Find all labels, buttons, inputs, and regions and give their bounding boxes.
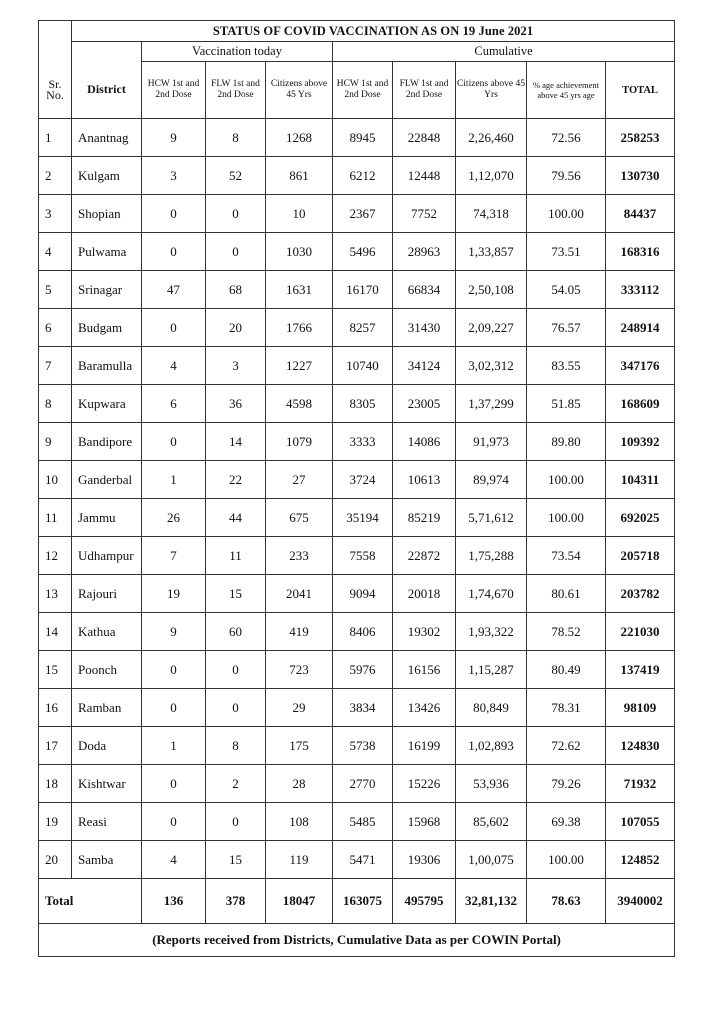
totals-flw-today: 378 xyxy=(206,879,266,924)
row-flw-cumulative: 66834 xyxy=(393,271,456,309)
row-flw-today: 8 xyxy=(206,119,266,157)
row-flw-cumulative: 16156 xyxy=(393,651,456,689)
row-hcw-cumulative: 5738 xyxy=(333,727,393,765)
row-sr-no: 1 xyxy=(39,119,72,157)
header-pct-achievement: % age achievement above 45 yrs age xyxy=(527,62,606,119)
row-pct-achievement: 100.00 xyxy=(527,195,606,233)
row-citizens-today: 861 xyxy=(266,157,333,195)
row-citizens-cumulative: 1,33,857 xyxy=(456,233,527,271)
row-sr-no: 5 xyxy=(39,271,72,309)
table-title: STATUS OF COVID VACCINATION AS ON 19 June 2021 xyxy=(72,21,675,42)
row-citizens-cumulative: 2,09,227 xyxy=(456,309,527,347)
row-total: 130730 xyxy=(606,157,675,195)
row-sr-no: 19 xyxy=(39,803,72,841)
row-hcw-cumulative: 8305 xyxy=(333,385,393,423)
table-row xyxy=(39,385,675,423)
row-citizens-cumulative: 74,318 xyxy=(456,195,527,233)
row-flw-cumulative: 28963 xyxy=(393,233,456,271)
row-hcw-cumulative: 10740 xyxy=(333,347,393,385)
row-sr-no: 11 xyxy=(39,499,72,537)
row-flw-today: 0 xyxy=(206,651,266,689)
row-hcw-today: 0 xyxy=(142,803,206,841)
row-citizens-cumulative: 1,93,322 xyxy=(456,613,527,651)
row-pct-achievement: 100.00 xyxy=(527,461,606,499)
row-total: 168316 xyxy=(606,233,675,271)
header-citizens-today: Citizens above 45 Yrs xyxy=(266,62,333,119)
row-citizens-today: 233 xyxy=(266,537,333,575)
row-hcw-today: 0 xyxy=(142,233,206,271)
row-hcw-cumulative: 7558 xyxy=(333,537,393,575)
row-district: Shopian xyxy=(72,195,142,233)
row-sr-no: 7 xyxy=(39,347,72,385)
row-citizens-cumulative: 5,71,612 xyxy=(456,499,527,537)
row-flw-today: 68 xyxy=(206,271,266,309)
row-hcw-today: 0 xyxy=(142,309,206,347)
row-district: Rajouri xyxy=(72,575,142,613)
row-hcw-today: 4 xyxy=(142,841,206,879)
row-flw-today: 0 xyxy=(206,233,266,271)
row-district: Anantnag xyxy=(72,119,142,157)
row-hcw-today: 4 xyxy=(142,347,206,385)
row-hcw-today: 19 xyxy=(142,575,206,613)
row-hcw-cumulative: 6212 xyxy=(333,157,393,195)
row-hcw-cumulative: 5485 xyxy=(333,803,393,841)
row-hcw-today: 9 xyxy=(142,119,206,157)
row-flw-cumulative: 16199 xyxy=(393,727,456,765)
row-district: Doda xyxy=(72,727,142,765)
row-citizens-cumulative: 3,02,312 xyxy=(456,347,527,385)
row-total: 333112 xyxy=(606,271,675,309)
row-flw-cumulative: 85219 xyxy=(393,499,456,537)
row-citizens-cumulative: 1,37,299 xyxy=(456,385,527,423)
header-flw-today: FLW 1st and 2nd Dose xyxy=(206,62,266,119)
row-district: Pulwama xyxy=(72,233,142,271)
table-row xyxy=(39,689,675,727)
row-total: 203782 xyxy=(606,575,675,613)
table-row xyxy=(39,803,675,841)
table-row xyxy=(39,727,675,765)
row-citizens-today: 4598 xyxy=(266,385,333,423)
row-hcw-cumulative: 2770 xyxy=(333,765,393,803)
row-district: Ganderbal xyxy=(72,461,142,499)
row-district: Kupwara xyxy=(72,385,142,423)
header-hcw-cumulative: HCW 1st and 2nd Dose xyxy=(333,62,393,119)
row-pct-achievement: 83.55 xyxy=(527,347,606,385)
totals-flw-cumulative: 495795 xyxy=(393,879,456,924)
table-row xyxy=(39,841,675,879)
table-row xyxy=(39,537,675,575)
row-flw-cumulative: 13426 xyxy=(393,689,456,727)
row-total: 109392 xyxy=(606,423,675,461)
row-hcw-cumulative: 8257 xyxy=(333,309,393,347)
row-flw-cumulative: 23005 xyxy=(393,385,456,423)
row-hcw-cumulative: 35194 xyxy=(333,499,393,537)
row-citizens-today: 27 xyxy=(266,461,333,499)
row-citizens-today: 2041 xyxy=(266,575,333,613)
header-sr-no: Sr. No. xyxy=(39,62,72,119)
row-pct-achievement: 79.26 xyxy=(527,765,606,803)
table-row xyxy=(39,233,675,271)
row-citizens-cumulative: 1,02,893 xyxy=(456,727,527,765)
table-row xyxy=(39,309,675,347)
district-rows xyxy=(39,119,675,879)
row-flw-cumulative: 12448 xyxy=(393,157,456,195)
row-citizens-today: 108 xyxy=(266,803,333,841)
row-pct-achievement: 89.80 xyxy=(527,423,606,461)
row-district: Srinagar xyxy=(72,271,142,309)
row-flw-cumulative: 15968 xyxy=(393,803,456,841)
row-total: 124830 xyxy=(606,727,675,765)
totals-citizens-cumulative: 32,81,132 xyxy=(456,879,527,924)
group-spacer xyxy=(39,42,72,62)
row-district: Samba xyxy=(72,841,142,879)
row-hcw-today: 6 xyxy=(142,385,206,423)
row-sr-no: 18 xyxy=(39,765,72,803)
totals-hcw-cumulative: 163075 xyxy=(333,879,393,924)
table-row xyxy=(39,499,675,537)
row-sr-no: 9 xyxy=(39,423,72,461)
totals-label: Total xyxy=(39,879,142,924)
row-total: 248914 xyxy=(606,309,675,347)
row-hcw-today: 0 xyxy=(142,651,206,689)
row-pct-achievement: 69.38 xyxy=(527,803,606,841)
row-pct-achievement: 79.56 xyxy=(527,157,606,195)
row-sr-no: 4 xyxy=(39,233,72,271)
row-citizens-today: 29 xyxy=(266,689,333,727)
row-flw-today: 52 xyxy=(206,157,266,195)
row-citizens-cumulative: 2,50,108 xyxy=(456,271,527,309)
row-citizens-today: 1268 xyxy=(266,119,333,157)
row-flw-cumulative: 14086 xyxy=(393,423,456,461)
row-flw-cumulative: 22872 xyxy=(393,537,456,575)
row-hcw-cumulative: 8945 xyxy=(333,119,393,157)
table-row xyxy=(39,119,675,157)
header-hcw-today: HCW 1st and 2nd Dose xyxy=(142,62,206,119)
row-total: 205718 xyxy=(606,537,675,575)
totals-hcw-today: 136 xyxy=(142,879,206,924)
row-pct-achievement: 100.00 xyxy=(527,499,606,537)
row-pct-achievement: 72.62 xyxy=(527,727,606,765)
table-row xyxy=(39,575,675,613)
table-row xyxy=(39,195,675,233)
row-flw-today: 0 xyxy=(206,803,266,841)
row-district: Bandipore xyxy=(72,423,142,461)
row-district: Baramulla xyxy=(72,347,142,385)
row-total: 98109 xyxy=(606,689,675,727)
row-hcw-today: 9 xyxy=(142,613,206,651)
row-citizens-cumulative: 1,75,288 xyxy=(456,537,527,575)
row-sr-no: 14 xyxy=(39,613,72,651)
row-citizens-cumulative: 1,00,075 xyxy=(456,841,527,879)
row-flw-today: 22 xyxy=(206,461,266,499)
row-total: 347176 xyxy=(606,347,675,385)
row-hcw-today: 1 xyxy=(142,727,206,765)
row-hcw-today: 0 xyxy=(142,195,206,233)
vaccination-status-table xyxy=(38,20,675,957)
row-citizens-cumulative: 89,974 xyxy=(456,461,527,499)
row-pct-achievement: 51.85 xyxy=(527,385,606,423)
row-flw-today: 44 xyxy=(206,499,266,537)
row-total: 692025 xyxy=(606,499,675,537)
row-hcw-cumulative: 5976 xyxy=(333,651,393,689)
row-flw-today: 20 xyxy=(206,309,266,347)
row-district: Kulgam xyxy=(72,157,142,195)
row-flw-cumulative: 34124 xyxy=(393,347,456,385)
row-sr-no: 3 xyxy=(39,195,72,233)
row-flw-cumulative: 7752 xyxy=(393,195,456,233)
row-hcw-today: 0 xyxy=(142,765,206,803)
group-cumulative: Cumulative xyxy=(333,42,675,62)
table-row xyxy=(39,651,675,689)
row-hcw-today: 0 xyxy=(142,423,206,461)
row-pct-achievement: 72.56 xyxy=(527,119,606,157)
row-hcw-today: 26 xyxy=(142,499,206,537)
table-row xyxy=(39,271,675,309)
row-citizens-today: 419 xyxy=(266,613,333,651)
group-spacer-district xyxy=(72,42,142,62)
table-row xyxy=(39,613,675,651)
row-total: 168609 xyxy=(606,385,675,423)
row-pct-achievement: 78.31 xyxy=(527,689,606,727)
row-hcw-today: 1 xyxy=(142,461,206,499)
row-citizens-today: 1030 xyxy=(266,233,333,271)
row-hcw-cumulative: 5471 xyxy=(333,841,393,879)
row-citizens-cumulative: 53,936 xyxy=(456,765,527,803)
row-citizens-today: 1079 xyxy=(266,423,333,461)
row-sr-no: 17 xyxy=(39,727,72,765)
row-citizens-today: 1766 xyxy=(266,309,333,347)
group-vaccination-today: Vaccination today xyxy=(142,42,333,62)
totals-pct: 78.63 xyxy=(527,879,606,924)
row-flw-cumulative: 19302 xyxy=(393,613,456,651)
row-flw-today: 3 xyxy=(206,347,266,385)
row-sr-no: 12 xyxy=(39,537,72,575)
row-citizens-today: 10 xyxy=(266,195,333,233)
row-district: Kathua xyxy=(72,613,142,651)
row-flw-today: 11 xyxy=(206,537,266,575)
row-flw-cumulative: 22848 xyxy=(393,119,456,157)
row-total: 84437 xyxy=(606,195,675,233)
row-hcw-cumulative: 5496 xyxy=(333,233,393,271)
row-total: 71932 xyxy=(606,765,675,803)
table-row xyxy=(39,461,675,499)
row-sr-no: 10 xyxy=(39,461,72,499)
header-total: TOTAL xyxy=(606,62,675,119)
row-total: 137419 xyxy=(606,651,675,689)
row-hcw-today: 47 xyxy=(142,271,206,309)
table-row xyxy=(39,347,675,385)
row-sr-no: 16 xyxy=(39,689,72,727)
row-pct-achievement: 80.61 xyxy=(527,575,606,613)
row-sr-no: 20 xyxy=(39,841,72,879)
row-flw-cumulative: 31430 xyxy=(393,309,456,347)
row-district: Reasi xyxy=(72,803,142,841)
row-flw-today: 0 xyxy=(206,689,266,727)
row-citizens-today: 119 xyxy=(266,841,333,879)
row-flw-cumulative: 15226 xyxy=(393,765,456,803)
row-hcw-today: 0 xyxy=(142,689,206,727)
row-citizens-today: 1227 xyxy=(266,347,333,385)
row-citizens-cumulative: 91,973 xyxy=(456,423,527,461)
row-district: Budgam xyxy=(72,309,142,347)
row-pct-achievement: 73.54 xyxy=(527,537,606,575)
row-citizens-cumulative: 80,849 xyxy=(456,689,527,727)
row-total: 258253 xyxy=(606,119,675,157)
row-flw-cumulative: 20018 xyxy=(393,575,456,613)
row-total: 104311 xyxy=(606,461,675,499)
title-spacer xyxy=(39,21,72,42)
header-citizens-cumulative: Citizens above 45 Yrs xyxy=(456,62,527,119)
row-hcw-today: 7 xyxy=(142,537,206,575)
totals-citizens-today: 18047 xyxy=(266,879,333,924)
row-district: Poonch xyxy=(72,651,142,689)
row-total: 221030 xyxy=(606,613,675,651)
row-flw-today: 2 xyxy=(206,765,266,803)
table-row xyxy=(39,157,675,195)
row-citizens-cumulative: 1,15,287 xyxy=(456,651,527,689)
row-hcw-cumulative: 16170 xyxy=(333,271,393,309)
row-pct-achievement: 78.52 xyxy=(527,613,606,651)
row-flw-cumulative: 10613 xyxy=(393,461,456,499)
row-district: Udhampur xyxy=(72,537,142,575)
row-hcw-cumulative: 8406 xyxy=(333,613,393,651)
row-district: Jammu xyxy=(72,499,142,537)
row-district: Kishtwar xyxy=(72,765,142,803)
header-flw-cumulative: FLW 1st and 2nd Dose xyxy=(393,62,456,119)
row-flw-today: 60 xyxy=(206,613,266,651)
row-sr-no: 15 xyxy=(39,651,72,689)
row-hcw-cumulative: 9094 xyxy=(333,575,393,613)
row-citizens-cumulative: 1,74,670 xyxy=(456,575,527,613)
row-citizens-today: 723 xyxy=(266,651,333,689)
row-district: Ramban xyxy=(72,689,142,727)
row-flw-today: 14 xyxy=(206,423,266,461)
row-pct-achievement: 100.00 xyxy=(527,841,606,879)
totals-grand-total: 3940002 xyxy=(606,879,675,924)
row-pct-achievement: 76.57 xyxy=(527,309,606,347)
row-sr-no: 6 xyxy=(39,309,72,347)
row-flw-today: 15 xyxy=(206,841,266,879)
totals-row xyxy=(39,879,675,924)
table-row xyxy=(39,423,675,461)
row-sr-no: 8 xyxy=(39,385,72,423)
footer-note: (Reports received from Districts, Cumulative Data as per COWIN Portal) xyxy=(39,924,675,957)
row-citizens-today: 1631 xyxy=(266,271,333,309)
row-flw-cumulative: 19306 xyxy=(393,841,456,879)
row-citizens-cumulative: 85,602 xyxy=(456,803,527,841)
row-citizens-today: 28 xyxy=(266,765,333,803)
row-hcw-cumulative: 2367 xyxy=(333,195,393,233)
row-citizens-cumulative: 2,26,460 xyxy=(456,119,527,157)
row-flw-today: 36 xyxy=(206,385,266,423)
row-flw-today: 8 xyxy=(206,727,266,765)
row-citizens-today: 675 xyxy=(266,499,333,537)
table-row xyxy=(39,765,675,803)
row-sr-no: 2 xyxy=(39,157,72,195)
row-sr-no: 13 xyxy=(39,575,72,613)
row-flw-today: 0 xyxy=(206,195,266,233)
row-hcw-cumulative: 3333 xyxy=(333,423,393,461)
row-hcw-cumulative: 3834 xyxy=(333,689,393,727)
row-pct-achievement: 73.51 xyxy=(527,233,606,271)
row-pct-achievement: 80.49 xyxy=(527,651,606,689)
header-district: District xyxy=(72,62,142,119)
row-total: 124852 xyxy=(606,841,675,879)
row-hcw-cumulative: 3724 xyxy=(333,461,393,499)
row-citizens-today: 175 xyxy=(266,727,333,765)
row-citizens-cumulative: 1,12,070 xyxy=(456,157,527,195)
row-flw-today: 15 xyxy=(206,575,266,613)
row-hcw-today: 3 xyxy=(142,157,206,195)
row-pct-achievement: 54.05 xyxy=(527,271,606,309)
row-total: 107055 xyxy=(606,803,675,841)
